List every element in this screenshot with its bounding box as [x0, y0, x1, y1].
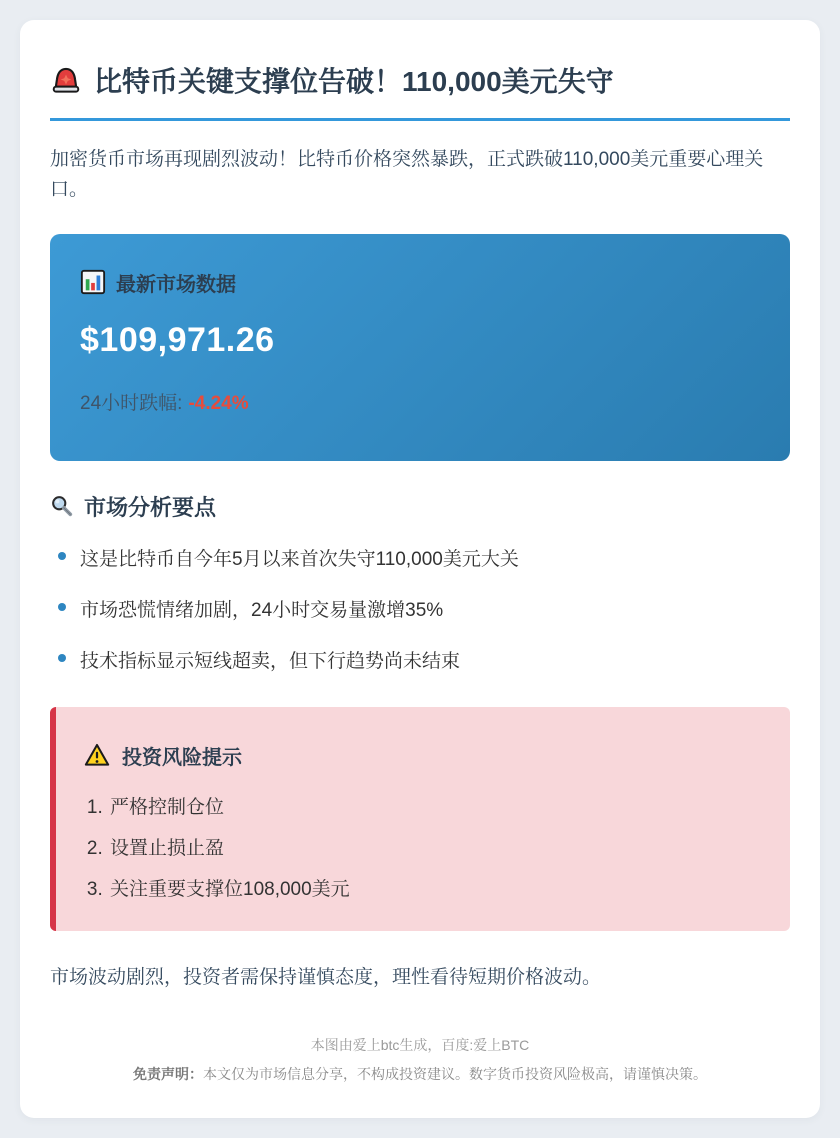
change-line — [80, 388, 760, 415]
bar-chart-icon — [80, 269, 106, 295]
risk-item-text: 关注重要支撑位108,000美元 — [110, 878, 350, 900]
footer-credit: 本图由爱上btc生成，百度:爱上BTC — [310, 1037, 530, 1054]
change-value: -4.24% — [188, 392, 249, 414]
market-data-heading — [80, 268, 760, 297]
page-title — [50, 60, 790, 121]
warning-triangle-icon — [84, 742, 110, 768]
analysis-point — [58, 544, 790, 571]
disclaimer-text: 本文仅为市场信息分享，不构成投资建议。数字货币投资风险极高，请谨慎决策。 — [203, 1066, 707, 1083]
closing-paragraph: 市场波动剧烈，投资者需保持谨慎态度，理性看待短期价格波动。 — [50, 966, 602, 988]
analysis-point-text: 市场恐慌情绪加剧，24小时交易量激增35% — [80, 599, 444, 621]
market-data-heading-text: 最新市场数据 — [116, 273, 236, 296]
article-card — [20, 20, 820, 1118]
market-data-card — [50, 234, 790, 461]
analysis-point — [58, 646, 790, 673]
change-label: 24小时跌幅: — [80, 392, 183, 414]
analysis-points-list — [50, 544, 790, 673]
risk-item — [108, 792, 762, 819]
analysis-point-text: 这是比特币自今年5月以来首次失守110,000美元大关 — [80, 548, 519, 570]
bullet-dot — [58, 552, 66, 560]
footer — [50, 1035, 790, 1084]
risk-heading-text: 投资风险提示 — [122, 746, 242, 769]
bullet-dot — [58, 603, 66, 611]
bullet-dot — [58, 654, 66, 662]
intro-paragraph: 加密货币市场再现剧烈波动！比特币价格突然暴跌，正式跌破110,000美元重要心理关口。 — [50, 149, 764, 201]
risk-item-text: 设置止损止盈 — [110, 837, 225, 859]
analysis-heading-text: 市场分析要点 — [84, 494, 217, 520]
risk-items-list — [84, 792, 762, 901]
siren-icon — [50, 64, 82, 96]
analysis-point-text: 技术指标显示短线超卖，但下行趋势尚未结束 — [80, 650, 461, 672]
analysis-heading — [50, 491, 790, 522]
risk-heading — [84, 741, 762, 770]
risk-item — [108, 833, 762, 860]
analysis-point — [58, 595, 790, 622]
risk-warning-box — [50, 707, 790, 931]
page-title-text: 比特币关键支撑位告破！110,000美元失守 — [94, 66, 614, 97]
risk-item — [108, 874, 762, 901]
magnifier-icon — [50, 494, 74, 518]
btc-price-value: $109,971.26 — [80, 320, 275, 359]
disclaimer-label: 免责声明： — [133, 1066, 203, 1083]
risk-item-text: 严格控制仓位 — [110, 796, 225, 818]
footer-disclaimer — [50, 1064, 790, 1084]
